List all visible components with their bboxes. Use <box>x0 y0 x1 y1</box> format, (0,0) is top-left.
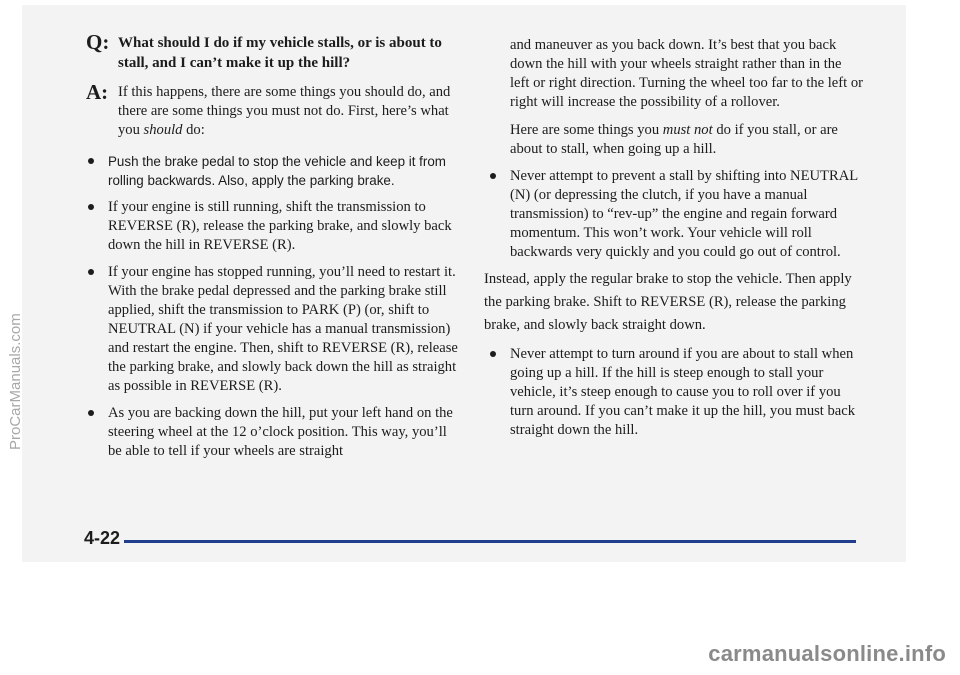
instead-paragraph: Instead, apply the regular brake to stop the vehicle. Then apply the parking brake. Shift to REVERSE (R), release the parking brake, and slowly back straight down. <box>484 271 852 333</box>
list-item: Never attempt to prevent a stall by shifting into NEUTRAL (N) (or depressing the clutch, if you have a manual transmission) to “rev-up” the engine and regain forward momentum. This won’t work. Your vehicle will roll backwards very quickly and you could go out of control. <box>484 167 864 262</box>
list-item: If your engine has stopped running, you’ll need to restart it. With the brake pedal depressed and the parking brake still applied, shift the transmission to PARK (P) (or, shift to NEUTRAL (N) if your vehicle has a manual transmission) and restart the engine. Then, shift to REVERSE (R), release the parking brake, and slowly back down the hill as straight as possible in REVERSE (R). <box>82 263 462 396</box>
bottom-watermark: carmanualsonline.info <box>708 641 946 666</box>
page-number: 4-22 <box>84 528 121 548</box>
answer-block <box>82 80 462 140</box>
bullet-icon <box>88 410 94 416</box>
list-item: As you are backing down the hill, put your left hand on the steering wheel at the 12 o’clock position. This way, you’ll be able to tell if your wheels are straight <box>82 404 462 461</box>
footer-rule <box>124 540 856 543</box>
answer-emphasis: should <box>143 122 183 138</box>
list-item: Never attempt to turn around if you are about to stall when going up a hill. If the hill is steep enough to stall your vehicle, it’s steep enough to cause you to roll over if you turn around. If you can’t make it up the hill, you must back straight down the hill. <box>484 345 864 440</box>
bullet-icon <box>88 269 94 275</box>
question-text: What should I do if my vehicle stalls, or is about to stall, and I can’t make it up the hill? <box>118 35 442 71</box>
bullet-icon <box>88 158 94 164</box>
bullet-icon <box>490 173 496 179</box>
must-not-intro: Here are some things you must not do if you stall, or are about to stall, when going up a hill. <box>510 122 838 157</box>
bullet-icon <box>88 204 94 210</box>
left-column <box>82 30 462 461</box>
bullet-icon <box>490 351 496 357</box>
list-item: If your engine is still running, shift the transmission to REVERSE (R), release the parking brake, and slowly back down the hill in REVERSE (R). <box>82 198 462 255</box>
question-block <box>82 30 462 73</box>
answer-mark-label: A: <box>86 80 109 104</box>
right-column <box>484 36 864 440</box>
answer-text: If this happens, there are some things you should do, and there are some things you must not do. First, here’s what you should do: <box>118 84 451 138</box>
must-not-emphasis: must not <box>662 122 713 138</box>
list-item: Push the brake pedal to stop the vehicle and keep it from rolling backwards. Also, apply the parking brake. <box>82 152 462 190</box>
question-mark-label: Q: <box>86 30 110 54</box>
side-watermark: ProCarManuals.com <box>7 313 24 450</box>
continuation-paragraph: and maneuver as you back down. It’s best that you back down the hill with your wheels straight rather than in the left or right direction. Turning the wheel too far to the left or right will increase the possibility of a rollover. <box>510 37 864 110</box>
